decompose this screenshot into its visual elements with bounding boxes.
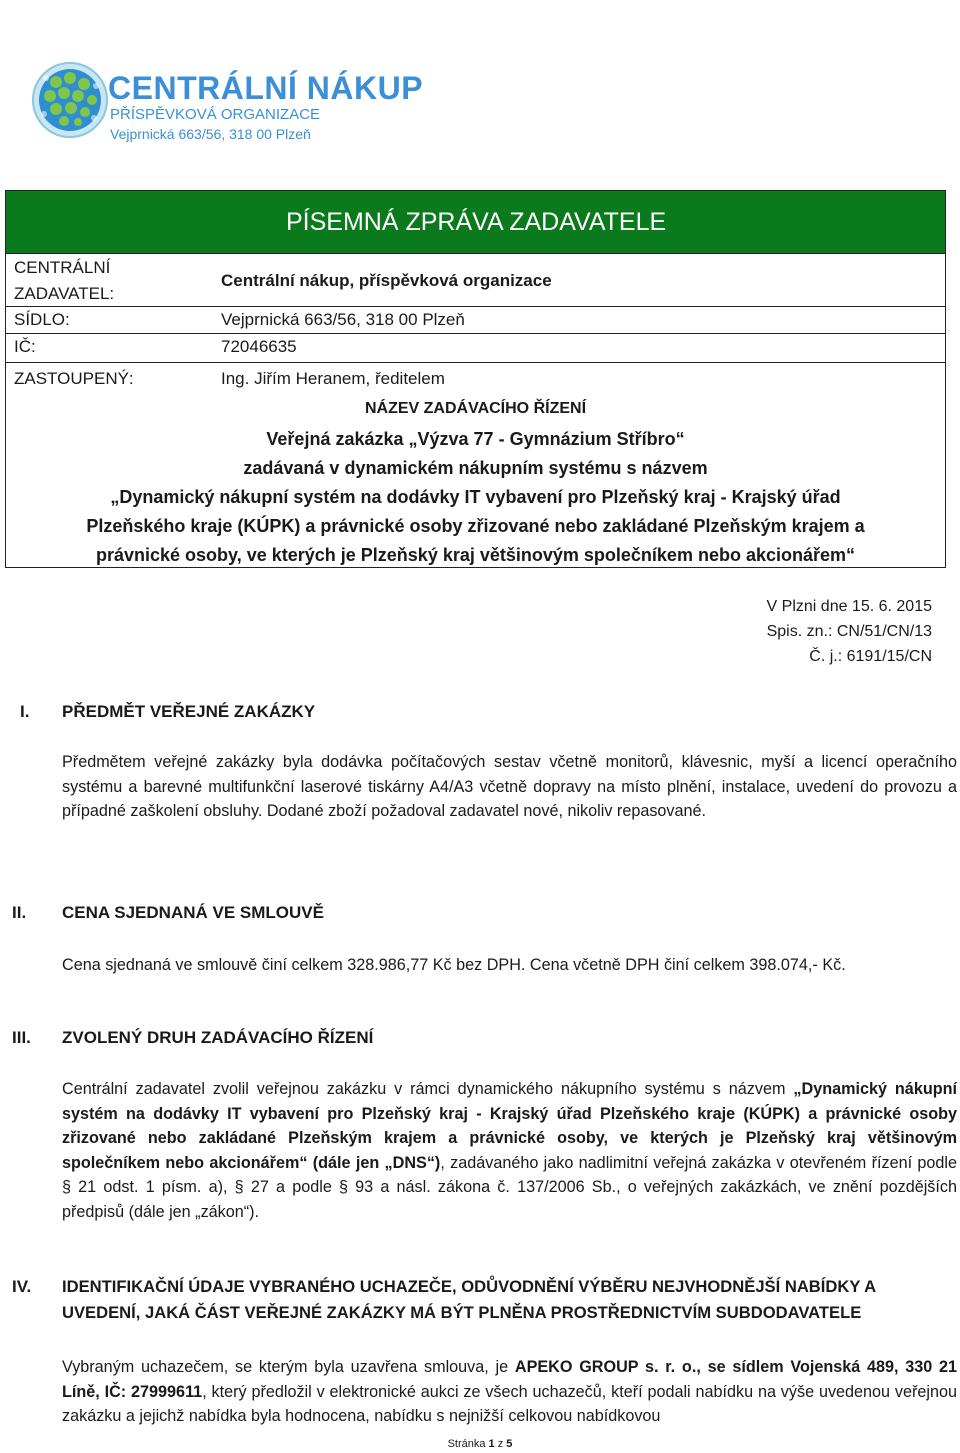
section-4-text-c: , který předložil v elektronické aukci ze všech uchazečů, kteří podali nabídku na výše uvedenou veřejnou zakázku a jejichž nabídka byla hodnocena, nabídku s nejnižší celkovou nabídkovou (62, 1382, 957, 1425)
section-4-number: IV. (12, 1277, 32, 1296)
section-4-text (62, 1355, 957, 1429)
section-3-number: III. (12, 1028, 31, 1047)
nazev-line-1: Veřejná zakázka „Výzva 77 - Gymnázium Stříbro“ (266, 429, 685, 449)
label-zadavatel-1: CENTRÁLNÍ (14, 258, 111, 277)
section-1-title: PŘEDMĚT VEŘEJNÉ ZAKÁZKY (62, 702, 316, 721)
section-3-text (62, 1077, 957, 1224)
ic-value: 72046635 (221, 337, 297, 356)
org-name: CENTRÁLNÍ NÁKUP (108, 70, 424, 106)
document-title (5, 190, 946, 254)
document-title-text: PÍSEMNÁ ZPRÁVA ZADAVATELE (286, 207, 667, 236)
section-2-number: II. (12, 903, 27, 922)
section-4-title-1: IDENTIFIKAČNÍ ÚDAJE VYBRANÉHO UCHAZEČE, ODŮVODNĚNÍ VÝBĚRU NEJVHODNĚJŠÍ NABÍDKY A (62, 1277, 877, 1296)
zastoupeny-value: Ing. Jiřím Heranem, ředitelem (221, 369, 445, 388)
sidlo-value: Vejprnická 663/56, 318 00 Plzeň (221, 310, 465, 329)
footer-total: 5 (506, 1438, 513, 1450)
row-divider (5, 306, 946, 307)
nazev-line-3: „Dynamický nákupní systém na dodávky IT vybavení pro Plzeňský kraj - Krajský úřad (110, 487, 841, 507)
footer-page: 1 (488, 1438, 495, 1450)
label-zadavatel-2: ZADAVATEL: (14, 284, 115, 303)
nazev-label: NÁZEV ZADÁVACÍHO ŘÍZENÍ (364, 400, 587, 417)
section-2-title: CENA SJEDNANÁ VE SMLOUVĚ (62, 903, 324, 922)
page-footer (0, 1438, 960, 1450)
nazev-line-4: Plzeňského kraje (KÚPK) a právnické osoby zřizované nebo zakládané Plzeňským krajem a (86, 516, 865, 536)
label-sidlo: SÍDLO: (14, 310, 70, 329)
section-3-text-a: Centrální zadavatel zvolil veřejnou zakázku v rámci dynamického nákupního systému s názvem (62, 1080, 794, 1098)
label-ic: IČ: (14, 337, 36, 356)
row-divider (5, 333, 946, 334)
section-1-text: Předmětem veřejné zakázky byla dodávka počítačových sestav včetně monitorů, klávesnic, myší a licencí operačního systému a barevné multifunkční laserové tiskárny A4/A3 včetně dopravy na místo plnění, instalace, uvedení do provozu a případné zaškolení obsluhy. Dodané zboží požadoval zadavatel nové, nikoliv repasované. (62, 753, 957, 820)
reference-spis: Spis. zn.: CN/51/CN/13 (766, 623, 932, 640)
section-4-text-a: Vybraným uchazečem, se kterým byla uzavřena smlouva, je (62, 1358, 515, 1376)
globe-logo-icon (26, 56, 116, 142)
section-3-title: ZVOLENÝ DRUH ZADÁVACÍHO ŘÍZENÍ (62, 1028, 374, 1047)
reference-cj: Č. j.: 6191/15/CN (809, 648, 932, 665)
org-address: Vejprnická 663/56, 318 00 Plzeň (110, 126, 311, 142)
nazev-line-5: právnické osoby, ve kterých je Plzeňský kraj většinovým společníkem nebo akcionářem“ (95, 545, 855, 565)
section-4-title-2: UVEDENÍ, JAKÁ ČÁST VEŘEJNÉ ZAKÁZKY MÁ BÝT PLNĚNA PROSTŘEDNICTVÍM SUBDODAVATELE (62, 1303, 862, 1322)
row-divider (5, 362, 946, 363)
section-1-number: I. (20, 702, 30, 721)
section-2-text: Cena sjednaná ve smlouvě činí celkem 328.986,77 Kč bez DPH. Cena včetně DPH činí celkem 398.074,- Kč. (62, 956, 846, 974)
reference-date: V Plzni dne 15. 6. 2015 (766, 598, 932, 615)
section-3-text-b: „Dynamický nákupní systém na dodávky IT vybavení pro Plzeňský kraj - Krajský úřad Plzeňského kraje (KÚPK) a právnické osoby zřizované nebo zakládané Plzeňským krajem a právnické osoby, ve kterých je Plzeňský kraj většinovým společníkem nebo akcionářem“ (dále jen „DNS“) (62, 1080, 957, 1172)
label-zastoupeny: ZASTOUPENÝ: (14, 369, 134, 388)
section-3-text-c: , zadávaného jako nadlimitní veřejná zakázka v otevřeném řízení podle § 21 odst. 1 písm. a), § 27 a podle § 93 a násl. zákona č. 137/2006 Sb., o veřejných zakázkách, ve znění pozdějších předpisů (dále jen „zákon“). (62, 1153, 957, 1221)
zadavatel-value: Centrální nákup, příspěvková organizace (221, 271, 552, 290)
footer-middle: z (494, 1438, 507, 1450)
section-4-text-b: APEKO GROUP s. r. o., se sídlem Vojenská 489, 330 21 Líně, IČ: 27999611 (62, 1358, 958, 1401)
org-type: PŘÍSPĚVKOVÁ ORGANIZACE (110, 106, 321, 123)
footer-prefix: Stránka (447, 1438, 489, 1450)
nazev-line-2: zadávaná v dynamickém nákupním systému s názvem (243, 458, 708, 478)
